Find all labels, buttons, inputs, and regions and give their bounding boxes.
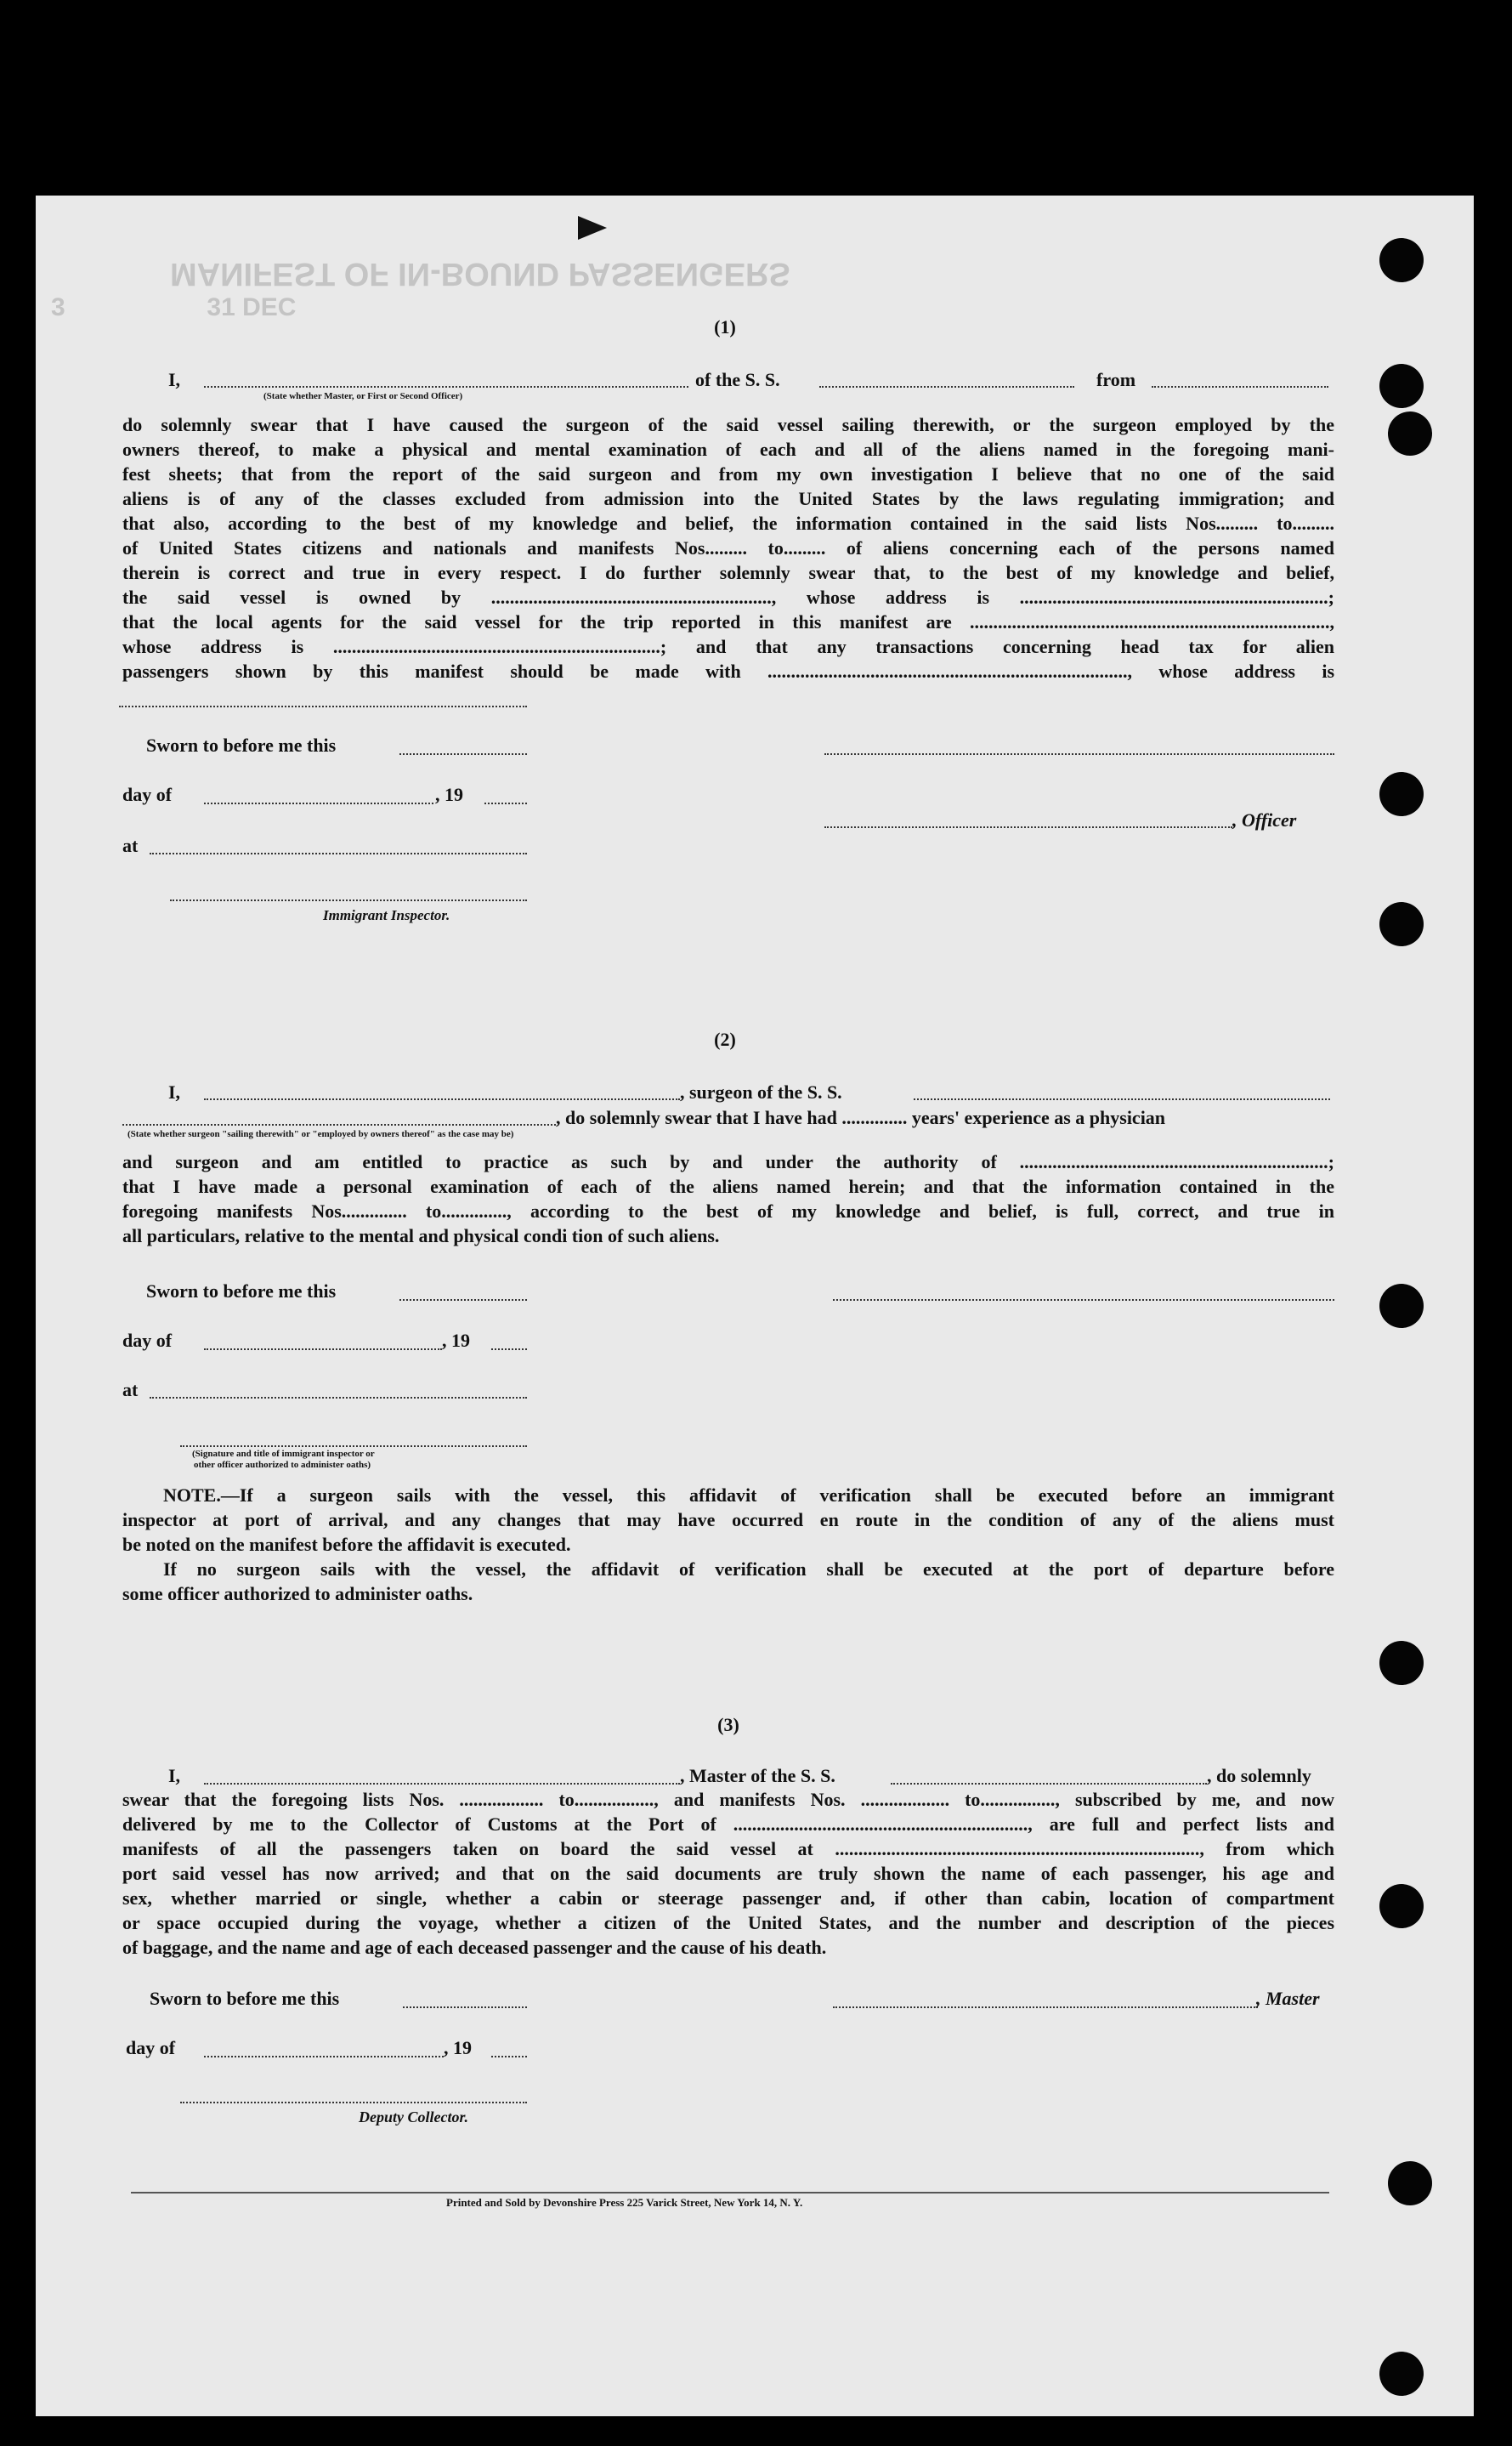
officer-signature-line[interactable] <box>824 753 1334 755</box>
body-line: manifests of all the passengers taken on board the said vessel at .............................................................................., from which <box>122 1838 1334 1859</box>
surgeon-of-ss-label: , surgeon of the S. S. <box>680 1081 842 1103</box>
deputy-signature-line[interactable] <box>180 2102 527 2103</box>
officer-label: , Officer <box>1232 809 1297 831</box>
printer-imprint: Printed and Sold by Devonshire Press 225 Varick Street, New York 14, N. Y. <box>446 2196 803 2209</box>
at-label: at <box>122 835 139 856</box>
port-from-field[interactable] <box>1152 386 1328 388</box>
day-of-label: day of <box>122 1330 173 1351</box>
punch-hole <box>1379 364 1424 408</box>
at-label: at <box>122 1379 139 1400</box>
surgeon-status-field[interactable] <box>122 1124 556 1126</box>
sworn-label: Sworn to before me this <box>146 1280 337 1302</box>
year-field[interactable] <box>491 2056 527 2057</box>
punch-hole <box>1379 902 1424 946</box>
body-line: and surgeon and am entitled to practice as such by and under the authority of ..................................................................; <box>122 1151 1334 1172</box>
body-line: of baggage, and the name and age of each deceased passenger and the cause of his death. <box>122 1937 827 1958</box>
note-line: NOTE.—If a surgeon sails with the vessel, this affidavit of verification shall be executed before an immigrant <box>163 1484 1334 1506</box>
body-line: do solemnly swear that I have caused the surgeon of the said vessel sailing therewith, or the surgeon employed by the <box>122 414 1334 435</box>
surgeon-name-field[interactable] <box>204 1098 680 1100</box>
inspector-signature-line[interactable] <box>170 900 527 901</box>
punch-hole <box>1379 238 1424 282</box>
year-field[interactable] <box>491 1348 527 1350</box>
body-line: whose address is ......................................................................; and that any transactions concerning head tax for alien <box>122 636 1334 657</box>
body-line: foregoing manifests Nos.............. to.............., according to the best of my knowledge and belief, is full, correct, and true in <box>122 1200 1334 1222</box>
sworn-date-field[interactable] <box>399 1299 527 1301</box>
punch-hole <box>1379 1641 1424 1685</box>
footer-rule <box>131 2192 1329 2193</box>
master-of-ss-label: , Master of the S. S. <box>680 1765 835 1786</box>
note-line: some officer authorized to administer oaths. <box>122 1583 473 1604</box>
body-line: therein is correct and true in every respect. I do further solemnly swear that, to the best of my knowledge and belief, <box>122 562 1334 583</box>
day-of-field[interactable] <box>204 1348 442 1350</box>
oath-i-label: I, <box>168 369 181 390</box>
day-of-field[interactable] <box>204 2056 444 2057</box>
note-line: be noted on the manifest before the affidavit is executed. <box>122 1534 571 1555</box>
do-solemnly-label: , do solemnly <box>1207 1765 1311 1786</box>
sworn-label: Sworn to before me this <box>146 735 337 756</box>
master-name-field[interactable] <box>204 386 688 388</box>
officer-name-field[interactable] <box>824 826 1232 828</box>
surgeon-vessel-field[interactable] <box>914 1098 1330 1100</box>
master-signature-line[interactable] <box>833 2006 1258 2008</box>
deputy-label: Deputy Collector. <box>359 2108 468 2125</box>
sworn-date-field[interactable] <box>403 2006 527 2008</box>
section-3-body <box>122 1787 1334 1960</box>
section-2-number: (2) <box>714 1029 736 1050</box>
inspector-label: Immigrant Inspector. <box>323 907 450 923</box>
section-2-body <box>122 1149 1334 1248</box>
master-vessel-field[interactable] <box>891 1783 1207 1785</box>
authorized-signature-line[interactable] <box>180 1445 527 1447</box>
body-line: all particulars, relative to the mental and physical condi tion of such aliens. <box>122 1225 720 1246</box>
surgeon-note: (State whether surgeon "sailing therewith" or "employed by owners thereof" as the case may be) <box>127 1129 514 1139</box>
body-line: sex, whether married or single, whether a cabin or steerage passenger and, if other than cabin, location of compartment <box>122 1887 1334 1909</box>
body-line: that I have made a personal examination of each of the aliens named herein; and that the information contained in the <box>122 1176 1334 1197</box>
signature-note: other officer authorized to administer oaths) <box>194 1460 371 1470</box>
body-line: or space occupied during the voyage, whether a citizen of the United States, and the number and description of the pieces <box>122 1912 1334 1933</box>
oath-i-label: I, <box>168 1081 181 1103</box>
oath-i-label: I, <box>168 1765 181 1786</box>
section-1-number: (1) <box>714 316 736 338</box>
year-label: , 19 <box>435 784 463 805</box>
punch-hole <box>1379 772 1424 816</box>
signature-note: (Signature and title of immigrant inspector or <box>192 1449 375 1459</box>
punch-hole <box>1379 1284 1424 1328</box>
bleed-through-mark: 3 31 DEC <box>51 293 297 321</box>
body-line: port said vessel has now arrived; and that on the said documents are truly shown the name of each passenger, his age and <box>122 1863 1334 1884</box>
body-line: aliens is of any of the classes excluded from admission into the United States by the laws regulating immigration; and <box>122 488 1334 509</box>
year-label: , 19 <box>444 2037 472 2058</box>
year-label: , 19 <box>442 1330 470 1351</box>
experience-line: , do solemnly swear that I have had .............. years' experience as a physician <box>556 1107 1166 1128</box>
body-line: that the local agents for the said vessel for the trip reported in this manifest are ............................................................................., <box>122 611 1334 633</box>
day-of-label: day of <box>122 784 173 805</box>
note-block <box>122 1483 1334 1606</box>
year-field[interactable] <box>484 803 527 804</box>
section-1-body <box>122 412 1334 684</box>
vessel-name-field[interactable] <box>819 386 1074 388</box>
note-line: inspector at port of arrival, and any changes that may have occurred en route in the condition of any of the aliens must <box>122 1509 1334 1530</box>
of-the-ss-label: of the S. S. <box>695 369 780 390</box>
bleed-through-mark: MANIFEST OF IN-BOUND PASSENGERS <box>170 256 790 292</box>
note-line: If no surgeon sails with the vessel, the affidavit of verification shall be executed at the port of departure before <box>163 1558 1334 1580</box>
body-line: passengers shown by this manifest should be made with ............................................................................., whose address is <box>122 661 1334 682</box>
sworn-label: Sworn to before me this <box>150 1988 340 2009</box>
surgeon-signature-line[interactable] <box>833 1299 1334 1301</box>
punch-hole <box>1388 2161 1432 2205</box>
body-line: owners thereof, to make a physical and mental examination of each and all of the aliens named in the foregoing mani- <box>122 439 1334 460</box>
punch-hole <box>1379 2352 1424 2396</box>
master-name-field[interactable] <box>204 1783 680 1785</box>
body-line: the said vessel is owned by ............................................................, whose address is ..................................................................; <box>122 587 1334 608</box>
punch-hole <box>1388 411 1432 456</box>
at-place-field[interactable] <box>150 1397 527 1399</box>
at-place-field[interactable] <box>150 853 527 854</box>
sworn-date-field[interactable] <box>399 753 527 755</box>
arrow-icon <box>578 216 607 240</box>
section-3-number: (3) <box>717 1714 739 1735</box>
from-label: from <box>1096 369 1136 390</box>
divider <box>119 706 527 707</box>
body-line: swear that the foregoing lists Nos. .................. to................., and manifests Nos. ................... to................, subscribed by me, and now <box>122 1789 1334 1810</box>
body-line: of United States citizens and nationals and manifests Nos......... to......... of aliens concerning each of the persons named <box>122 537 1334 559</box>
day-of-field[interactable] <box>204 803 433 804</box>
day-of-label: day of <box>126 2037 176 2058</box>
body-line: fest sheets; that from the report of the said surgeon and from my own investigation I believe that no one of the said <box>122 463 1334 485</box>
punch-hole <box>1379 1884 1424 1928</box>
master-note: (State whether Master, or First or Second Officer) <box>263 391 463 401</box>
master-label: , Master <box>1256 1988 1320 2009</box>
body-line: delivered by me to the Collector of Customs at the Port of ..............................................................., are full and perfect lists and <box>122 1813 1334 1835</box>
body-line: that also, according to the best of my knowledge and belief, the information contained in the said lists Nos......... to......... <box>122 513 1334 534</box>
